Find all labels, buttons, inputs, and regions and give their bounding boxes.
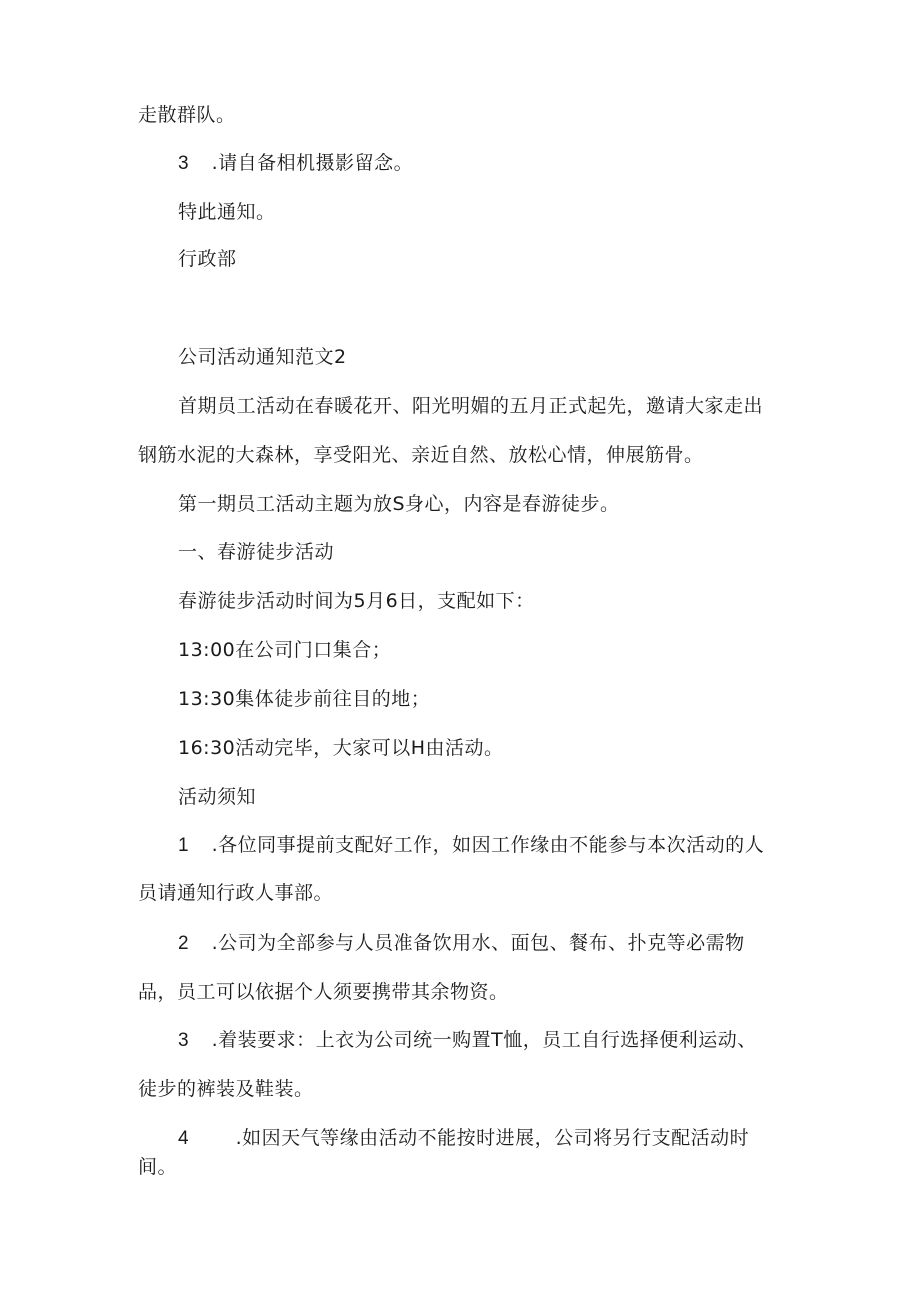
schedule-item: 13:00在公司门口集合； — [178, 639, 392, 661]
list-item-1 — [178, 833, 764, 858]
paragraph-line: 钢筋水泥的大森林，享受阳光、亲近自然、放松心情，伸展筋骨。 — [138, 444, 704, 466]
list-number: 4 — [178, 1128, 190, 1149]
schedule-item: 16:30活动完毕，大家可以H由活动。 — [178, 737, 504, 759]
subsection-heading: 活动须知 — [178, 786, 257, 808]
list-number: 3 — [178, 1030, 190, 1051]
paragraph-line: 间。 — [138, 1156, 178, 1178]
notice-closing: 特此通知。 — [178, 201, 276, 223]
list-item-2 — [178, 931, 745, 956]
paragraph-line: 走散群队。 — [138, 104, 236, 126]
paragraph-line: 徒步的裤装及鞋装。 — [138, 1078, 314, 1100]
subsection-heading: 一、春游徒步活动 — [178, 541, 335, 563]
schedule-item: 13:30集体徒步前往目的地； — [178, 688, 431, 710]
list-number: 2 — [178, 933, 190, 954]
list-number: 3 — [178, 153, 190, 174]
list-item-3-attire — [178, 1028, 757, 1053]
list-item-text: .如因天气等缘由活动不能按时进展，公司将另行支配活动时 — [235, 1127, 750, 1149]
section-heading: 公司活动通知范文2 — [178, 346, 347, 368]
paragraph-line: 第一期员工活动主题为放S身心，内容是春游徒步。 — [178, 493, 620, 515]
department-signature: 行政部 — [178, 248, 237, 270]
paragraph-line: 品，员工可以依据个人须要携带其余物资。 — [138, 981, 509, 1003]
list-item-text: .公司为全部参与人员准备饮用水、面包、餐布、扑克等必需物 — [211, 932, 745, 954]
list-item-text: .各位同事提前支配好工作，如因工作缘由不能参与本次活动的人 — [211, 834, 765, 856]
list-item-4 — [178, 1126, 749, 1151]
list-number: 1 — [178, 835, 190, 856]
list-item-text: .着装要求：上衣为公司统一购置T恤，员工自行选择便利运动、 — [211, 1029, 757, 1051]
list-item-3-photo — [178, 151, 413, 176]
paragraph-line: 首期员工活动在春暖花开、阳光明媚的五月正式起先，邀请大家走出 — [178, 395, 764, 417]
paragraph-line: 员请通知行政人事部。 — [138, 882, 334, 904]
list-item-text: .请自备相机摄影留念。 — [211, 152, 414, 174]
paragraph-line: 春游徒步活动时间为5月6日，支配如下： — [178, 590, 535, 612]
